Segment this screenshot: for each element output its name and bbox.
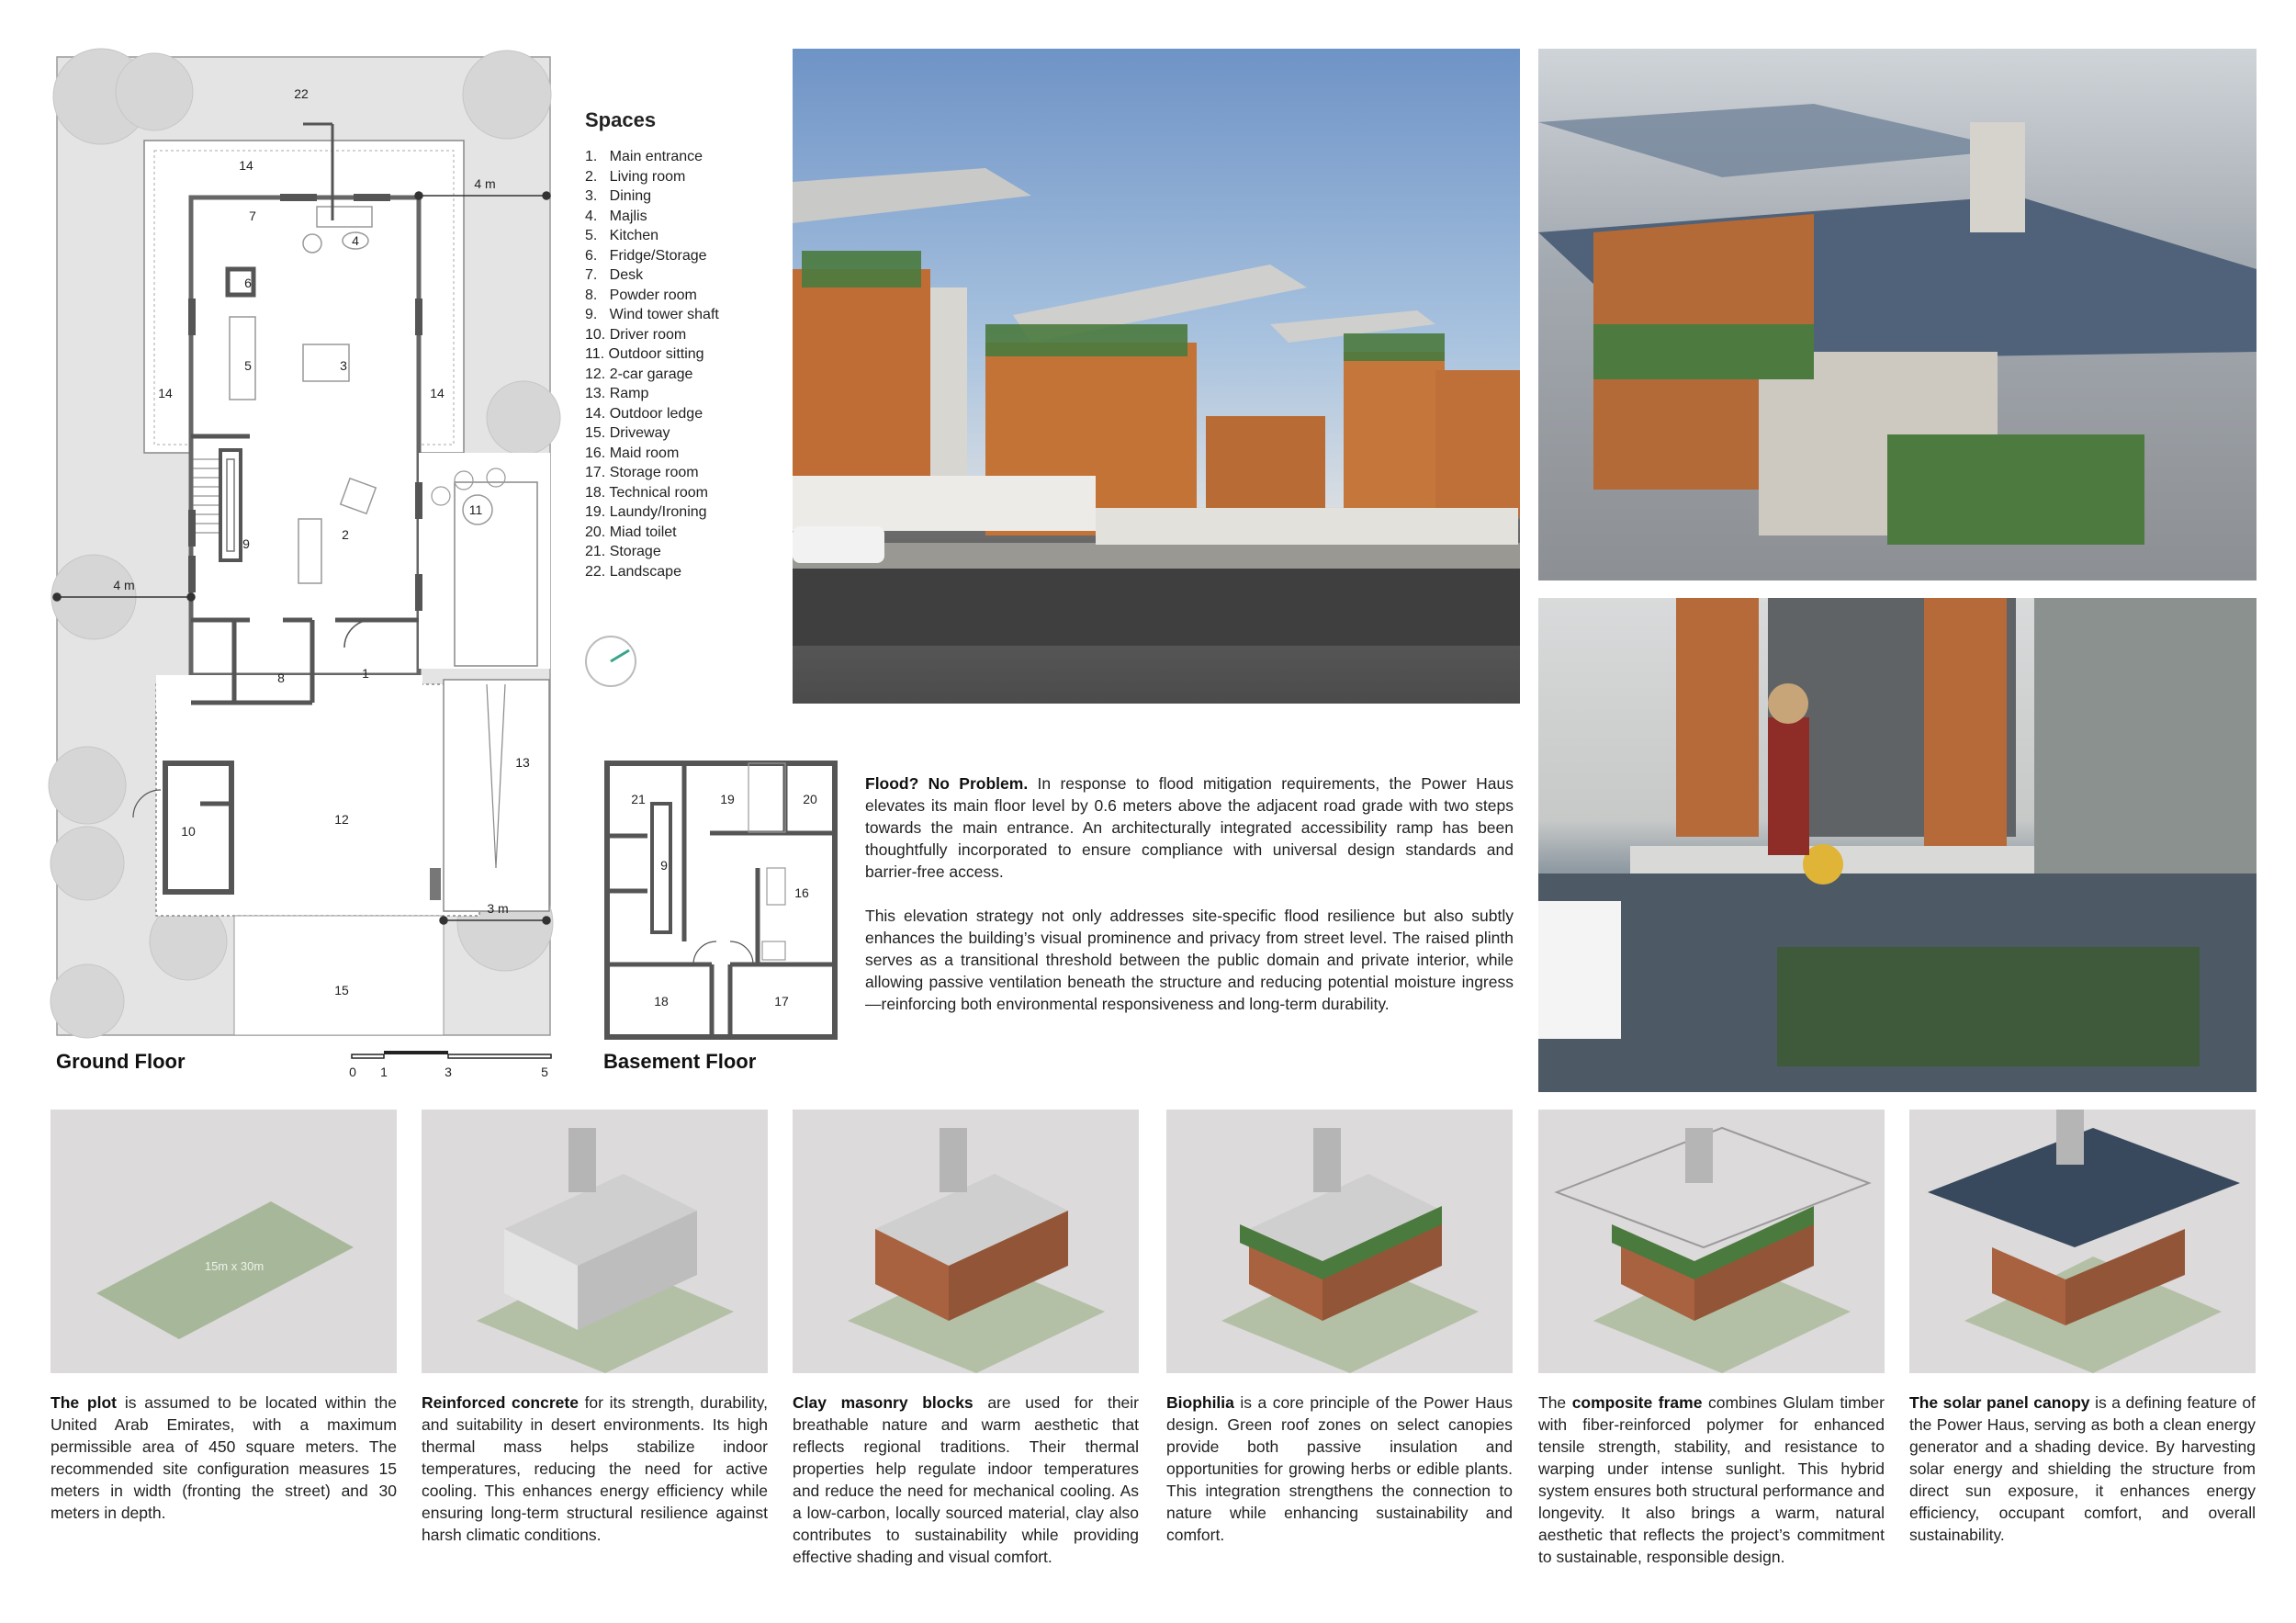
scale-bar <box>344 1047 565 1084</box>
flood-paragraph-2: This elevation strategy not only addresses site-specific flood resilience but also subtly enhances the building’s visual prominence and privacy from street level. The raised plinth serves as a transitional threshold between the public domain and private interior, while allowing passive ventilation beneath the structure and reducing potential moisture ingress—reinforcing both environmental responsiveness and long-term durability. <box>865 907 1514 1013</box>
thumb-plot <box>51 1110 397 1373</box>
flood-child-render-image <box>1538 598 2257 1092</box>
caption-biophilia <box>1166 1392 1513 1546</box>
caption-plot-bold: The plot <box>51 1393 118 1412</box>
caption-biophilia-bold: Biophilia <box>1166 1393 1234 1412</box>
space-item: 2. Living room <box>585 168 686 185</box>
caption-clay <box>793 1392 1139 1568</box>
gf-room-11: 11 <box>468 502 483 517</box>
caption-composite-pre: The <box>1538 1393 1572 1412</box>
caption-solar-canopy <box>1909 1392 2256 1546</box>
space-item: 17. Storage room <box>585 465 699 480</box>
space-item: 7. Desk <box>585 267 644 283</box>
flood-description <box>865 772 1514 1015</box>
flood-paragraph-1 <box>865 772 1514 883</box>
space-item: 6. Fridge/Storage <box>585 247 707 264</box>
caption-solar-bold: The solar panel canopy <box>1909 1393 2090 1412</box>
caption-concrete-text: for its strength, durability, and suitability in desert environments. Its high thermal mass helps stabilize indoor temperatures, reducing the need for active cooling. This enhances energy efficiency while ensuring long-term structural resilience against harsh climatic conditions. <box>422 1393 769 1544</box>
bf-room-17: 17 <box>774 994 789 1009</box>
space-item: 8. Powder room <box>585 287 697 303</box>
caption-concrete-bold: Reinforced concrete <box>422 1393 579 1412</box>
gf-room-15: 15 <box>334 983 349 997</box>
gf-room-12: 12 <box>334 812 349 827</box>
ground-floor-title: Ground Floor <box>56 1050 186 1073</box>
bf-room-21: 21 <box>631 792 646 806</box>
north-arrow-icon <box>583 634 638 689</box>
aerial-solar-render-image <box>1538 49 2257 580</box>
street-render-image <box>793 49 1520 704</box>
ground-floor-plan <box>37 41 579 1043</box>
space-item: 22. Landscape <box>585 563 681 580</box>
caption-clay-bold: Clay masonry blocks <box>793 1393 974 1412</box>
thumb-clay <box>793 1110 1139 1373</box>
caption-plot-text: is assumed to be located within the United Arab Emirates, with a maximum permissible area of 450 square meters. The recommended site configuration measures 15 meters in width (fronting the street) and 30 meters in depth. <box>51 1393 397 1522</box>
space-item: 3. Dining <box>585 188 652 204</box>
caption-composite-text: combines Glulam timber with fiber-reinforced polymer for enhanced tensile strength, stability, and resistance to warping under intense sunlight. This hybrid system ensures both structural performance and longevity. It also brings a warm, natural aesthetic that reflects the project’s commitment to sustainable, responsible design. <box>1538 1393 1885 1566</box>
basement-floor-title: Basement Floor <box>603 1050 757 1073</box>
caption-plot <box>51 1392 397 1524</box>
bf-room-18: 18 <box>654 994 669 1009</box>
gf-room-14: 14 <box>239 158 253 173</box>
scale-label-0: 0 <box>349 1065 356 1079</box>
caption-solar-text: is a defining feature of the Power Haus, serving as both a clean energy generator and a shading device. By harvesting solar energy and shielding the structure from direct sun exposure, it enhances energy efficiency, occupant comfort, and overall sustainability. <box>1909 1393 2257 1544</box>
gf-room-22: 22 <box>294 86 309 101</box>
scale-label-5: 5 <box>541 1065 548 1079</box>
space-item: 16. Maid room <box>585 445 680 461</box>
space-item: 4. Majlis <box>585 208 647 224</box>
gf-room-10: 10 <box>181 824 196 839</box>
spaces-legend <box>585 108 719 581</box>
bf-room-16: 16 <box>794 885 809 900</box>
space-item: 13. Ramp <box>585 386 649 401</box>
basement-floor-plan <box>602 758 840 1043</box>
gf-room-7: 7 <box>249 209 256 223</box>
space-item: 15. Driveway <box>585 425 670 441</box>
gf-room-3: 3 <box>340 358 347 373</box>
plot-size-label: 15m x 30m <box>204 1259 264 1273</box>
space-item: 18. Technical room <box>585 484 708 501</box>
space-item: 5. Kitchen <box>585 228 659 243</box>
gf-room-6: 6 <box>244 276 252 290</box>
scale-label-3: 3 <box>445 1065 452 1079</box>
gf-dim-bottom: 3 m <box>487 901 509 916</box>
space-item: 1. Main entrance <box>585 149 703 164</box>
gf-room-9: 9 <box>242 536 250 551</box>
gf-room-2: 2 <box>342 527 349 542</box>
thumb-composite-frame <box>1538 1110 1885 1373</box>
flood-p1-text: In response to flood mitigation requirements, the Power Haus elevates its main floor level by 0.6 meters above the adjacent road grade with two steps towards the main entrance. An architecturally integrated accessibility ramp has been thoughtfully incorporated to ensure compliance with universal design standards and barrier-free access. <box>865 774 1514 881</box>
space-item: 9. Wind tower shaft <box>585 307 719 322</box>
space-item: 14. Outdoor ledge <box>585 405 703 422</box>
gf-room-14-right: 14 <box>430 386 445 400</box>
gf-room-13: 13 <box>515 755 530 770</box>
spaces-list <box>585 147 719 581</box>
gf-dim-left: 4 m <box>113 578 135 592</box>
caption-clay-text: are used for their breathable nature and warm aesthetic that reflects regional traditions. Their thermal properties help regulate indoor temperatures and reduce the need for mechanical cooling. As a low-carbon, locally sourced material, clay also contributes to sustainability while providing effective shading and visual comfort. <box>793 1393 1140 1566</box>
caption-concrete <box>422 1392 768 1546</box>
space-item: 10. Driver room <box>585 326 687 343</box>
gf-room-4: 4 <box>352 233 359 248</box>
space-item: 12. 2-car garage <box>585 366 693 382</box>
thumb-solar-canopy <box>1909 1110 2256 1373</box>
space-item: 11. Outdoor sitting <box>585 346 704 362</box>
gf-room-8: 8 <box>277 671 285 685</box>
gf-room-1: 1 <box>362 666 369 681</box>
space-item: 20. Miad toilet <box>585 524 677 540</box>
flood-heading: Flood? No Problem. <box>865 774 1029 793</box>
thumb-concrete <box>422 1110 768 1373</box>
gf-room-5: 5 <box>244 358 252 373</box>
space-item: 21. Storage <box>585 544 661 559</box>
gf-room-14-left: 14 <box>158 386 173 400</box>
bf-room-9: 9 <box>660 858 668 873</box>
caption-biophilia-text: is a core principle of the Power Haus design. Green roof zones on select canopies provide both passive insulation and opportunities for growing herbs or edible plants. This integration strengthens the connection to nature while enhancing sustainability and comfort. <box>1166 1393 1513 1544</box>
gf-dim-top: 4 m <box>474 176 496 191</box>
thumb-biophilia <box>1166 1110 1513 1373</box>
bf-room-19: 19 <box>720 792 735 806</box>
space-item: 19. Laundy/Ironing <box>585 504 707 520</box>
bf-room-20: 20 <box>803 792 817 806</box>
spaces-title: Spaces <box>585 108 657 131</box>
caption-composite-bold: composite frame <box>1571 1393 1703 1412</box>
scale-label-1: 1 <box>380 1065 388 1079</box>
caption-composite-frame <box>1538 1392 1885 1568</box>
